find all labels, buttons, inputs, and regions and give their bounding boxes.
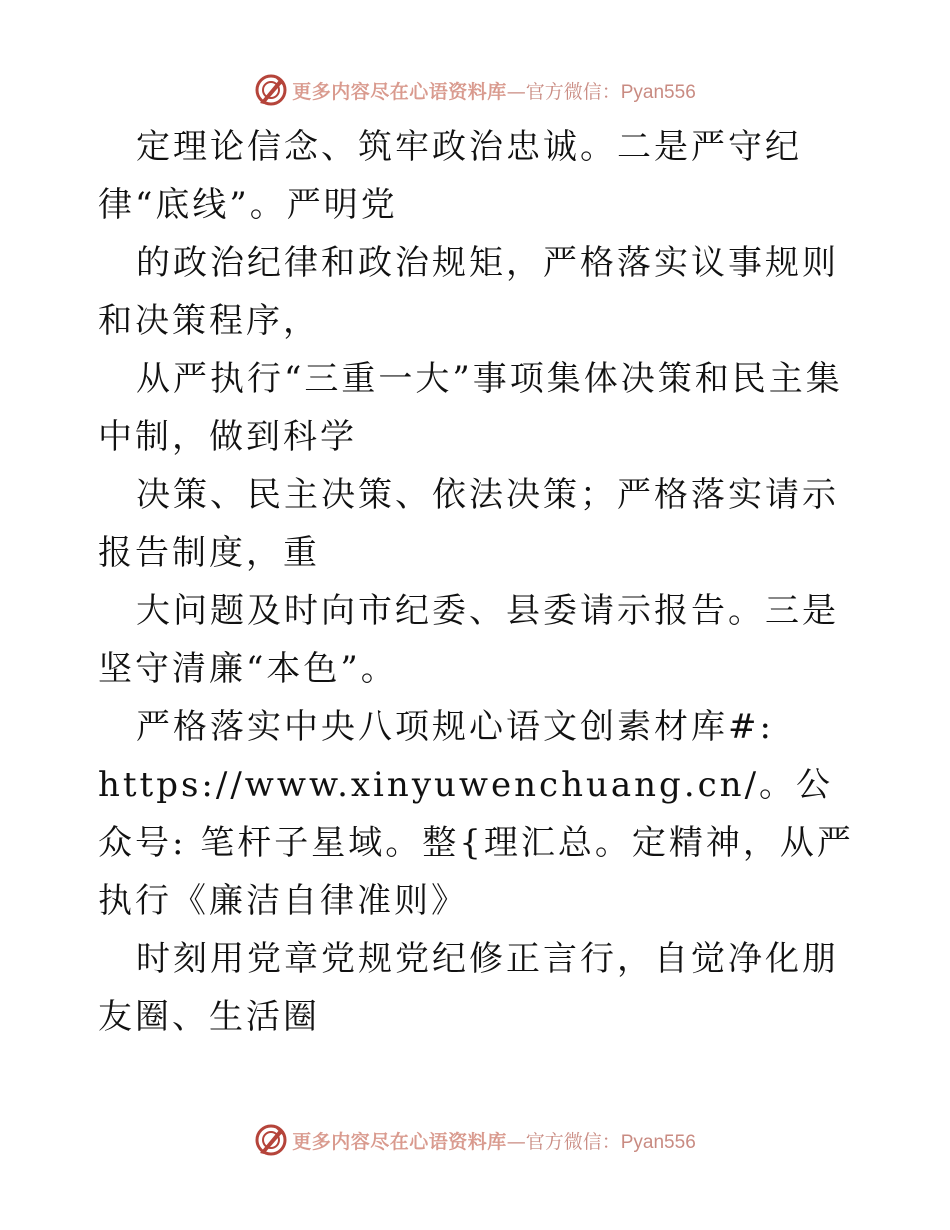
paragraph: 大问题及时向市纪委、县委请示报告。三是坚守清廉“本色”。 — [98, 591, 839, 689]
quill-pen-logo-icon — [254, 73, 288, 107]
paragraph: 严格落实中央八项规心语文创素材库#: — [136, 707, 774, 747]
banner-separator: — — [506, 80, 526, 103]
paragraph-url: https://www.xinyuwenchuang.cn/。公众号: 笔杆子星域。整{理汇总。定精神，从严执行《廉洁自律准则》 — [98, 765, 854, 921]
paragraph: 定理论信念、筑牢政治忠诚。二是严守纪律“底线”。严明党 — [98, 127, 802, 225]
quill-pen-logo-icon — [254, 1123, 288, 1157]
banner-main-text: 更多内容尽在心语资料库 — [292, 80, 507, 103]
paragraph: 决策、民主决策、依法决策；严格落实请示报告制度，重 — [98, 475, 839, 573]
banner-wechat-label: 官方微信： — [525, 80, 621, 103]
footer-banner — [0, 1120, 950, 1160]
banner-wechat — [507, 1127, 696, 1154]
paragraph: 的政治纪律和政治规矩，严格落实议事规则和决策程序， — [98, 243, 839, 341]
banner-wechat — [507, 77, 696, 104]
banner-wechat-label: 官方微信： — [525, 1130, 621, 1153]
banner-separator: — — [506, 1130, 526, 1153]
paragraph: 从严执行“三重一大”事项集体决策和民主集中制，做到科学 — [98, 359, 843, 457]
header-banner — [0, 70, 950, 110]
banner-wechat-id: Pyan556 — [620, 1131, 696, 1153]
banner-main-text: 更多内容尽在心语资料库 — [292, 1130, 507, 1153]
banner-wechat-id: Pyan556 — [620, 81, 696, 103]
document-body — [98, 118, 858, 1046]
paragraph: 时刻用党章党规党纪修正言行，自觉净化朋友圈、生活圈 — [98, 939, 839, 1037]
